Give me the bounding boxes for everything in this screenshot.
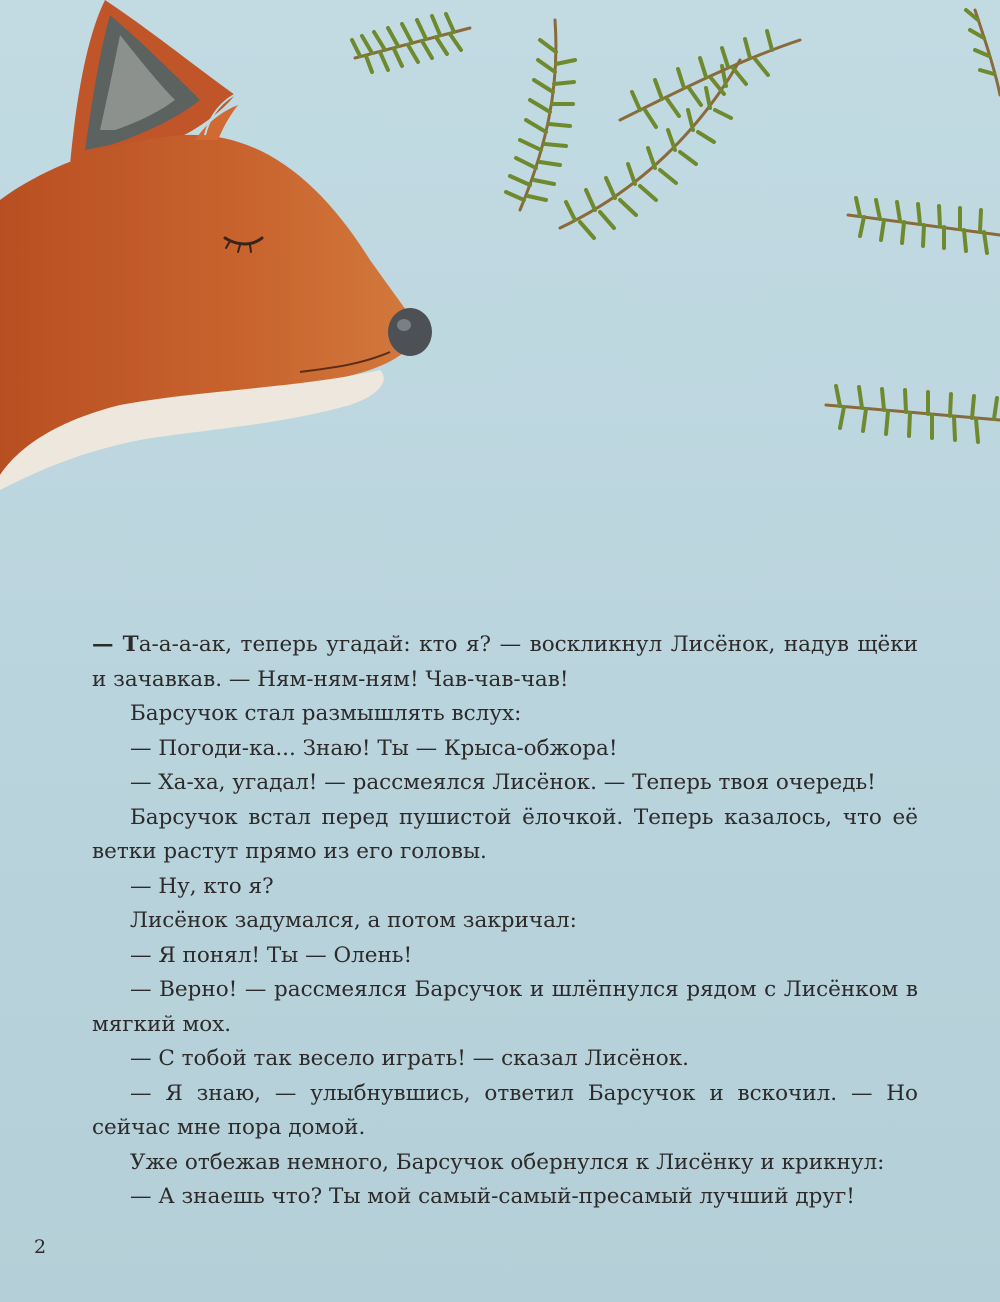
- story-first-paragraph: а-а-а-ак, теперь угадай: кто я? — воскликнул Лисёнок, надув щёки и зачавкав. — Ням-ням-ням! Чав-чав-чав!: [92, 632, 918, 692]
- story-paragraph: — Я знаю, — улыбнувшись, ответил Барсучок и вскочил. — Но сейчас мне пора домой.: [92, 1080, 918, 1140]
- story-paragraph: — Ха-ха, угадал! — рассмеялся Лисёнок. — Теперь твоя очередь!: [130, 770, 876, 795]
- fox-head-illustration: [0, 0, 432, 490]
- story-paragraph: — С тобой так весело играть! — сказал Лисёнок.: [130, 1046, 690, 1071]
- story-paragraph: — А знаешь что? Ты мой самый-самый-пресамый лучший друг!: [130, 1184, 855, 1209]
- story-paragraph: [92, 628, 918, 697]
- illustration: [0, 0, 1000, 560]
- story-paragraph: Барсучок встал перед пушистой ёлочкой. Теперь казалось, что её ветки растут прямо из его головы.: [92, 804, 918, 864]
- story-paragraph: — Верно! — рассмеялся Барсучок и шлёпнулся рядом с Лисёнком в мягкий мох.: [92, 977, 918, 1037]
- story-paragraph: Барсучок стал размышлять вслух:: [130, 701, 522, 726]
- story-text: [92, 628, 918, 1215]
- story-lead: — Т: [92, 632, 139, 657]
- story-paragraph: — Погоди-ка... Знаю! Ты — Крыса-обжора!: [130, 735, 618, 761]
- story-paragraph: Уже отбежав немного, Барсучок обернулся к Лисёнку и крикнул:: [130, 1149, 885, 1175]
- story-paragraph: — Ну, кто я?: [130, 873, 274, 899]
- story-paragraph: Лисёнок задумался, а потом закричал:: [130, 908, 577, 933]
- page-number: 2: [34, 1236, 47, 1258]
- story-paragraph: — Я понял! Ты — Олень!: [130, 942, 413, 968]
- spruce-branch-illustration: [352, 10, 1000, 442]
